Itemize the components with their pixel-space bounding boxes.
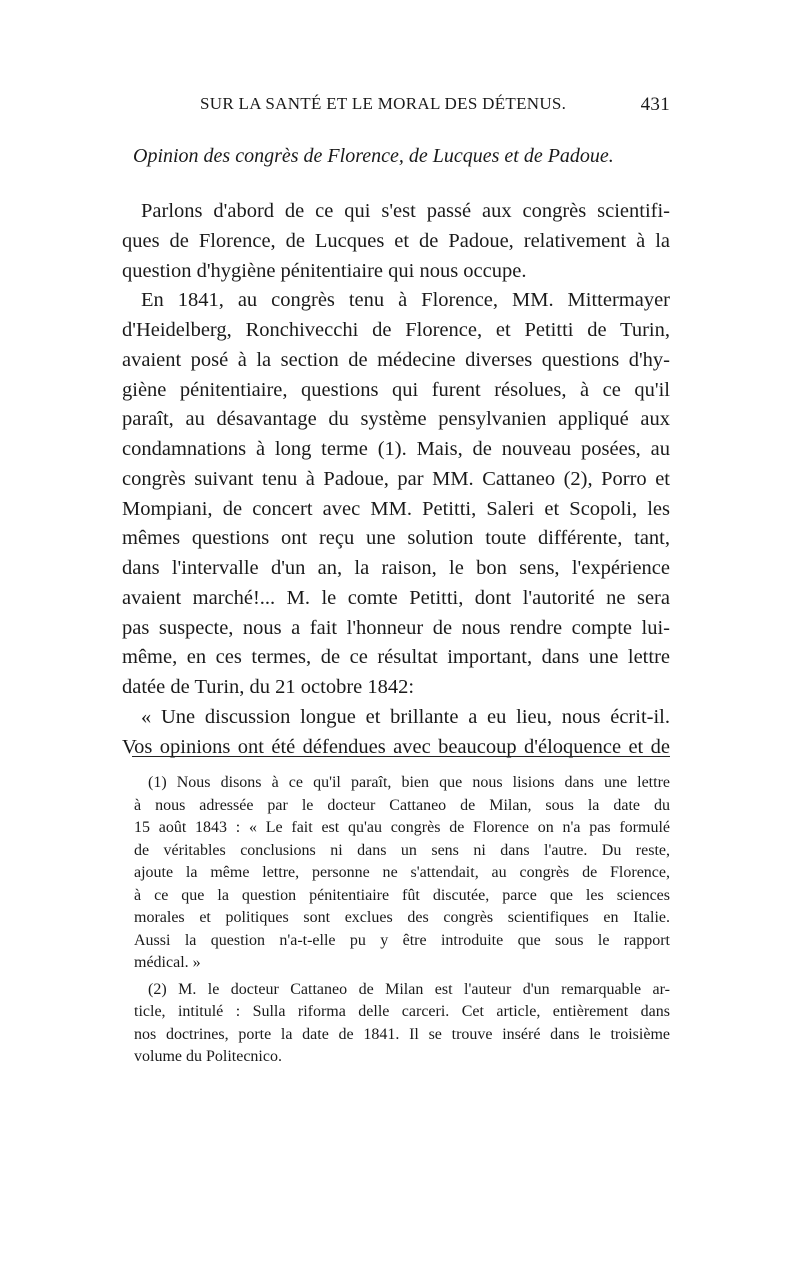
footnote-line: 15 août 1843 : « Le fait est qu'au congrès de Florence on n'a pas formulé [134, 819, 670, 836]
body-line: « Une discussion longue et brillante a eu lieu, nous écrit-il. [141, 705, 670, 728]
footnote-separator [132, 756, 670, 757]
running-header-title: SUR LA SANTÉ ET LE MORAL DES DÉTENUS. [200, 94, 567, 113]
body-line: paraît, au désavantage du système pensylvanien appliqué aux [122, 408, 670, 431]
footnote-line: Aussi la question n'a-t-elle pu y être introduite que sous le rapport [134, 931, 670, 949]
footnote-line: (1) Nous disons à ce qu'il paraît, bien que nous lisions dans une lettre [148, 774, 670, 791]
footnote-line: de véritables conclusions ni dans un sens ni dans l'autre. Du reste, [134, 841, 670, 859]
body-line: pas suspecte, nous a fait l'honneur de nous rendre compte lui- [122, 616, 670, 639]
body-line: question d'hygiène pénitentiaire qui nous occupe. [122, 259, 527, 282]
footnote-line: volume du Politecnico. [134, 1048, 282, 1065]
body-line: même, en ces termes, de ce résultat important, dans une lettre [122, 646, 670, 669]
footnote-line: (2) M. le docteur Cattaneo de Milan est l'auteur d'un remarquable ar- [148, 980, 670, 998]
body-line: avaient posé à la section de médecine diverses questions d'hy- [122, 348, 670, 371]
body-line: mêmes questions ont reçu une solution toute différente, tant, [122, 527, 670, 550]
footnote-line: à nous adressée par le docteur Cattaneo de Milan, sous la date du [134, 796, 670, 814]
body-line: condamnations à long terme (1). Mais, de nouveau posées, au [122, 438, 670, 460]
body-line: Parlons d'abord de ce qui s'est passé aux congrès scientifi- [141, 200, 670, 222]
footnote-line: médical. » [134, 954, 201, 971]
running-header [132, 94, 670, 118]
body-line: giène pénitentiaire, questions qui furent résolues, à ce qu'il [122, 378, 670, 401]
body-line: ques de Florence, de Lucques et de Padoue, relativement à la [122, 229, 670, 252]
footnote-2 [134, 979, 670, 1069]
footnote-1 [134, 772, 670, 975]
body-line: datée de Turin, du 21 octobre 1842: [122, 676, 415, 698]
body-line: En 1841, au congrès tenu à Florence, MM. Mittermayer [141, 289, 670, 312]
footnotes [134, 772, 670, 1069]
body-line: avaient marché!... M. le comte Petitti, dont l'autorité ne sera [122, 586, 670, 609]
body-line: dans l'intervalle d'un an, la raison, le bon sens, l'expérience [122, 557, 670, 579]
footnote-line: ticle, intitulé : Sulla riforma delle carceri. Cet article, entièrement dans [134, 1003, 670, 1020]
footnote-line: ajoute la même lettre, personne ne s'attendait, au congrès de Florence, [134, 864, 670, 881]
page-number: 431 [640, 94, 670, 115]
footnote-line: morales et politiques sont exclues des congrès scientifiques en Italie. [134, 909, 670, 926]
footnote-line: à ce que la question pénitentiaire fût discutée, parce que les sciences [134, 886, 670, 904]
body-line: d'Heidelberg, Ronchivecchi de Florence, et Petitti de Turin, [122, 319, 670, 341]
body-text [122, 197, 670, 762]
body-line: Vos opinions ont été défendues avec beaucoup d'éloquence et de [122, 735, 670, 758]
section-title: Opinion des congrès de Florence, de Lucques et de Padoue. [133, 145, 614, 167]
body-line: Mompiani, de concert avec MM. Petitti, Saleri et Scopoli, les [122, 497, 670, 520]
footnote-line: nos doctrines, porte la date de 1841. Il se trouve inséré dans le troisième [134, 1025, 670, 1043]
body-line: congrès suivant tenu à Padoue, par MM. Cattaneo (2), Porro et [122, 467, 670, 490]
